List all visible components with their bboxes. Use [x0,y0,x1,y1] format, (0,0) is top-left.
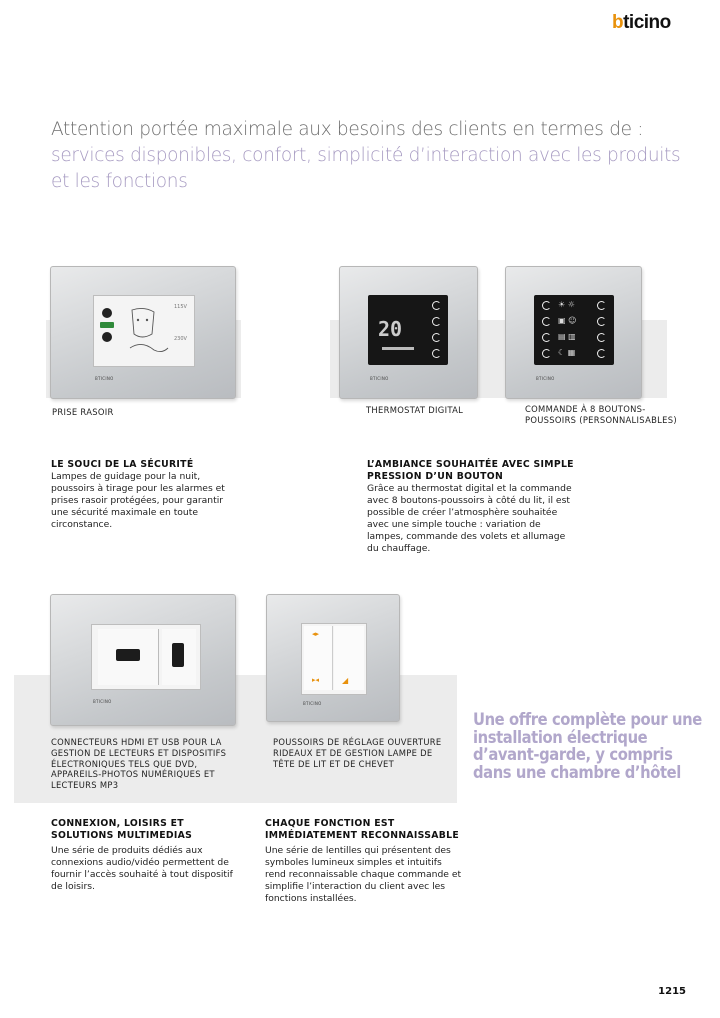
scene-icon: ▣ ☺ [558,316,577,325]
plate-brand: BTICINO [93,699,112,704]
page-number: 1215 [658,986,686,997]
plate-brand: BTICINO [303,701,322,706]
thermostat-screen [368,295,448,365]
dial-icon [542,349,551,358]
commande-8-boutons-image [505,266,642,399]
scene-icon: ▤ ▥ [558,332,576,341]
promo-text: Une offre complète pour une installation électrique d’avant-garde, y compris dans une chambre d’hôtel [473,710,702,782]
section-fonction [265,818,465,905]
dial-icon [432,317,441,326]
section-body: Lampes de guidage pour la nuit, poussoirs à tirage pour les alarmes et prises rasoir protégées, pour garantir une sécurité maximale en toute circonstance. [51,471,225,530]
plate-brand: BTICINO [536,376,555,381]
section-title: L’AMBIANCE SOUHAITÉE AVEC SIMPLE PRESSION D’UN BOUTON [367,459,574,482]
dial-icon [542,333,551,342]
section-securite [51,459,241,531]
curtain-close-icon: ▸◂ [312,676,320,684]
thermostat-bar [382,347,414,350]
caption-commande [525,404,677,426]
section-connexion [51,818,241,893]
caption-thermostat: THERMOSTAT DIGITAL [366,405,464,415]
rideaux-button [304,626,333,690]
plate-brand: BTICINO [370,376,389,381]
caption-hdmi-usb: CONNECTEURS HDMI ET USB POUR LA GESTION DE LECTEURS ET DISPOSITIFS ÉLECTRONIQUES TELS QUE DVD, APPAREILS-PHOTOS NUMÉRIQUES ET LECTEURS MP3 [51,737,227,791]
logo-text: ticino [623,12,671,33]
lampe-button [334,626,364,690]
dial-icon [542,301,551,310]
bticino-logo [612,12,671,34]
headline-line-3: et les fonctions [51,171,188,192]
thermostat-image [339,266,478,399]
section-body: Grâce au thermostat digital et la commande avec 8 boutons-poussoirs à côté du lit, il est possible de créer l’atmosphère souhaitée avec une simple touche : variation de lampes, commande des volets et allumage du chauffage. [367,483,572,554]
lamp-icon: ◢ [342,676,349,685]
hdmi-module [98,629,159,685]
dial-icon [597,349,606,358]
caption-commande-line-2: POUSSOIRS (PERSONNALISABLES) [525,414,677,425]
scene-icon: ☀ ☼ [558,300,575,309]
prise-rasoir-image [50,266,236,399]
dial-icon [597,317,606,326]
dial-icon [542,317,551,326]
rasoir-plate [93,295,195,367]
caption-commande-line-1: COMMANDE À 8 BOUTONS- [525,404,646,414]
dial-icon [432,333,441,342]
curtain-open-icon: ◂▸ [312,630,320,638]
face-shaver-icon [124,304,170,360]
dial-icon [597,333,606,342]
rasoir-socket-icon [102,332,112,342]
thermostat-display: 20 [378,317,403,341]
headline-line-1: Attention portée maximale aux besoins des clients en termes de : [51,119,644,140]
voltage-230: 230V [174,336,187,342]
scene-icon: ☾ ▦ [558,348,576,357]
plate-brand: BTICINO [95,376,114,381]
dial-icon [432,301,441,310]
caption-poussoirs: POUSSOIRS DE RÉGLAGE OUVERTURE RIDEAUX ET DE GESTION LAMPE DE TÊTE DE LIT ET DE CHEVET [273,737,442,769]
usb-module [162,629,196,685]
section-title: LE SOUCI DE LA SÉCURITÉ [51,459,194,470]
hdmi-usb-image [50,594,236,726]
commande-screen [534,295,614,365]
dial-icon [597,301,606,310]
hdmi-usb-plate [91,624,201,690]
section-title: CONNEXION, LOISIRS ET SOLUTIONS MULTIMEDIAS [51,818,193,841]
section-title: CHAQUE FONCTION EST IMMÉDIATEMENT RECONNAISSABLE [265,818,459,841]
poussoirs-plate [301,623,367,695]
dial-icon [432,349,441,358]
caption-prise-rasoir: PRISE RASOIR [52,407,114,417]
section-body: Une série de lentilles qui présentent des symboles lumineux simples et intuitifs rend reconnaissable chaque commande et simplifie l’interaction du client avec les fonctions installées. [265,845,462,904]
usb-port-icon [172,643,184,667]
voltage-115: 115V [174,304,187,310]
poussoirs-image [266,594,400,722]
logo-b: b [612,12,624,33]
hdmi-port-icon [116,649,140,661]
page-headline [51,117,691,195]
headline-line-2: services disponibles, confort, simplicité d’interaction avec les produits [51,145,681,166]
section-body: Une série de produits dédiés aux connexions audio/vidéo permettent de fournir l’accès souhaité à tout dispositif de loisirs. [51,845,233,892]
rasoir-icon [102,308,112,318]
section-ambiance [367,459,577,555]
rasoir-indicator-icon [100,322,114,328]
